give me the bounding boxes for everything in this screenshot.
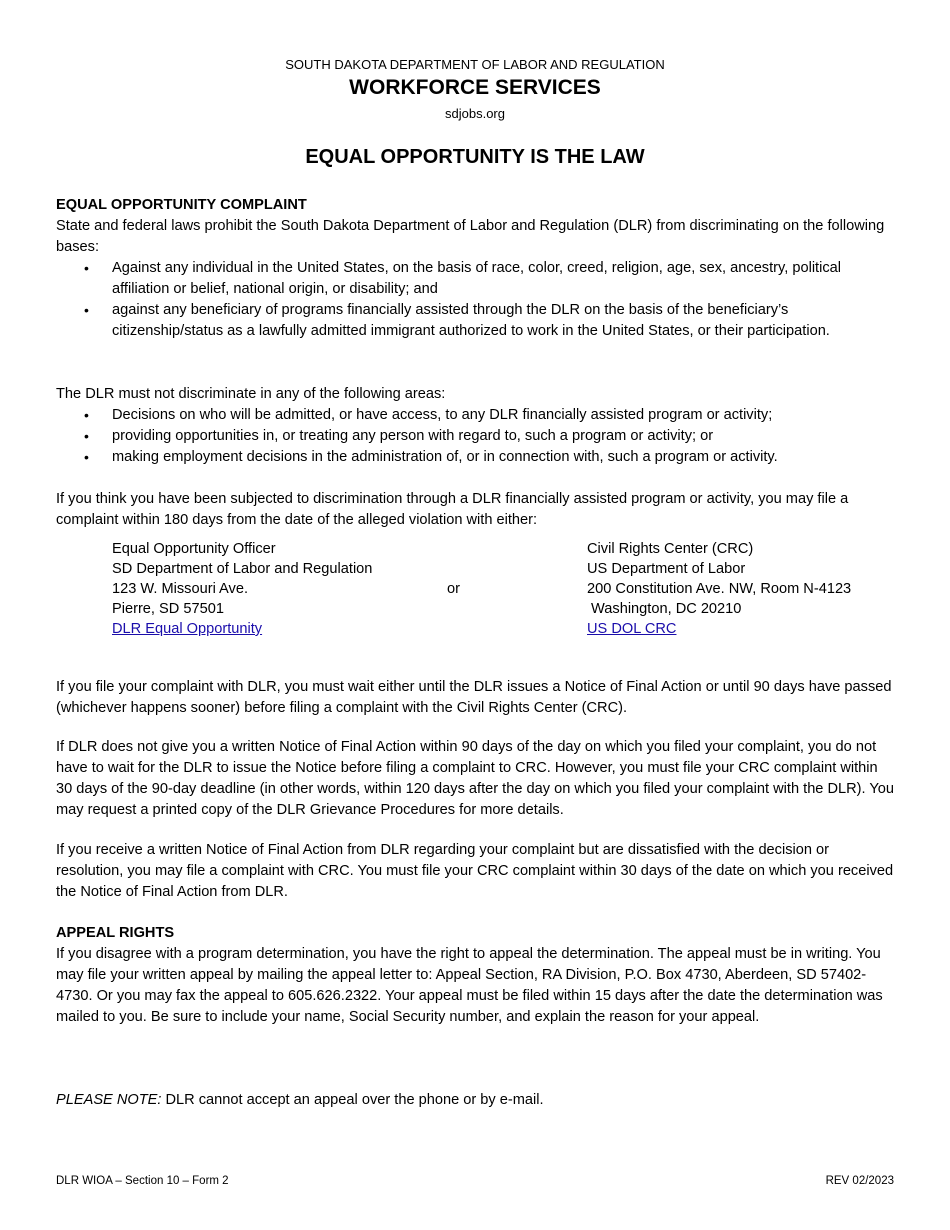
areas-intro: The DLR must not discriminate in any of the following areas: <box>56 386 446 402</box>
bases-list <box>56 258 896 342</box>
complaint-intro: State and federal laws prohibit the South Dakota Department of Labor and Regulation (DLR) from discriminating on the following bases: <box>56 218 885 255</box>
crc-contact <box>587 539 851 639</box>
dissatisfied-paragraph <box>56 840 896 903</box>
contact-line: Civil Rights Center (CRC) <box>587 541 754 557</box>
page-title: EQUAL OPPORTUNITY IS THE LAW <box>305 146 645 168</box>
footer-form-id: DLR WIOA – Section 10 – Form 2 <box>56 1175 229 1187</box>
complaint-heading: EQUAL OPPORTUNITY COMPLAINT <box>56 197 307 213</box>
contact-line: US Department of Labor <box>587 561 746 577</box>
contact-line: SD Department of Labor and Regulation <box>112 561 373 577</box>
list-item: • against any beneficiary of programs financially assisted through the DLR on the basis of the beneficiary’s citizenship/status as a lawfully admitted immigrant authorized to work in the United States, or their participation. <box>56 300 896 342</box>
file-intro: If you think you have been subjected to discrimination through a DLR financially assisted program or activity, you may file a complaint within 180 days from the date of the alleged violation with either: <box>56 491 849 528</box>
contact-block <box>56 539 896 644</box>
list-item: • providing opportunities in, or treating any person with regard to, such a program or activity; or <box>56 426 896 447</box>
areas-list <box>56 405 896 468</box>
agency-name: SOUTH DAKOTA DEPARTMENT OF LABOR AND REGULATION <box>285 57 665 72</box>
appeal-section <box>56 923 896 1028</box>
paragraph: If DLR does not give you a written Notice of Final Action within 90 days of the day on which you filed your complaint, you do not have to wait for the DLR to issue the Notice before filing a complaint to CRC. However, you must file your CRC complaint within 30 days of the 90-day deadline (in other words, within 120 days after the day on which you filed your complaint with the DLR). You may request a printed copy of the DLR Grievance Procedures for more details. <box>56 739 895 818</box>
appeal-text: If you disagree with a program determination, you have the right to appeal the determination. The appeal must be in writing. You may file your written appeal by mailing the appeal letter to: Appeal Section, RA Division, P.O. Box 4730, Aberdeen, SD 57402-4730. Or you may fax the appeal to 605.626.2322. Your appeal must be filed within 15 days after the date the determination was mailed to you. Be sure to include your name, Social Security number, and explain the reason for your appeal. <box>56 946 883 1025</box>
contact-line: Washington, DC 20210 <box>587 601 742 617</box>
list-item: • Decisions on who will be admitted, or have access, to any DLR financially assisted program or activity; <box>56 405 896 426</box>
contact-line: 123 W. Missouri Ave. <box>112 581 248 597</box>
contact-line: Pierre, SD 57501 <box>112 601 224 617</box>
deadline-paragraph <box>56 737 896 821</box>
division-title: WORKFORCE SERVICES <box>349 76 601 99</box>
appeal-heading: APPEAL RIGHTS <box>56 925 175 941</box>
dlr-contact <box>112 539 372 639</box>
contact-line: 200 Constitution Ave. NW, Room N-4123 <box>587 581 852 597</box>
list-item: • Against any individual in the United States, on the basis of race, color, creed, religion, age, sex, ancestry, political affiliation or belief, national origin, or disability; and <box>56 258 896 300</box>
or-label: or <box>447 581 460 597</box>
dlr-equal-opportunity-link[interactable]: DLR Equal Opportunity <box>112 621 263 637</box>
paragraph: If you file your complaint with DLR, you must wait either until the DLR issues a Notice of Final Action or until 90 days have passed (whichever happens sooner) before filing a complaint with the Civil Rights Center (CRC). <box>56 679 892 716</box>
wait-paragraph <box>56 677 896 719</box>
please-note <box>56 1090 896 1111</box>
areas-section <box>56 384 896 468</box>
filing-section <box>56 489 896 644</box>
contact-line: Equal Opportunity Officer <box>112 541 276 557</box>
list-item: • making employment decisions in the administration of, or in connection with, such a program or activity. <box>56 447 896 468</box>
website-text: sdjobs.org <box>445 106 505 121</box>
us-dol-crc-link[interactable]: US DOL CRC <box>587 621 677 637</box>
footer-revision: REV 02/2023 <box>825 1175 894 1187</box>
paragraph: If you receive a written Notice of Final Action from DLR regarding your complaint but are dissatisfied with the decision or resolution, you may file a complaint with CRC. You must file your CRC complaint within 30 days of the date on which you received the Notice of Final Action from DLR. <box>56 842 894 900</box>
note-text: DLR cannot accept an appeal over the phone or by e-mail. <box>161 1092 544 1108</box>
note-label: PLEASE NOTE: <box>56 1092 162 1108</box>
complaint-section <box>56 195 896 342</box>
